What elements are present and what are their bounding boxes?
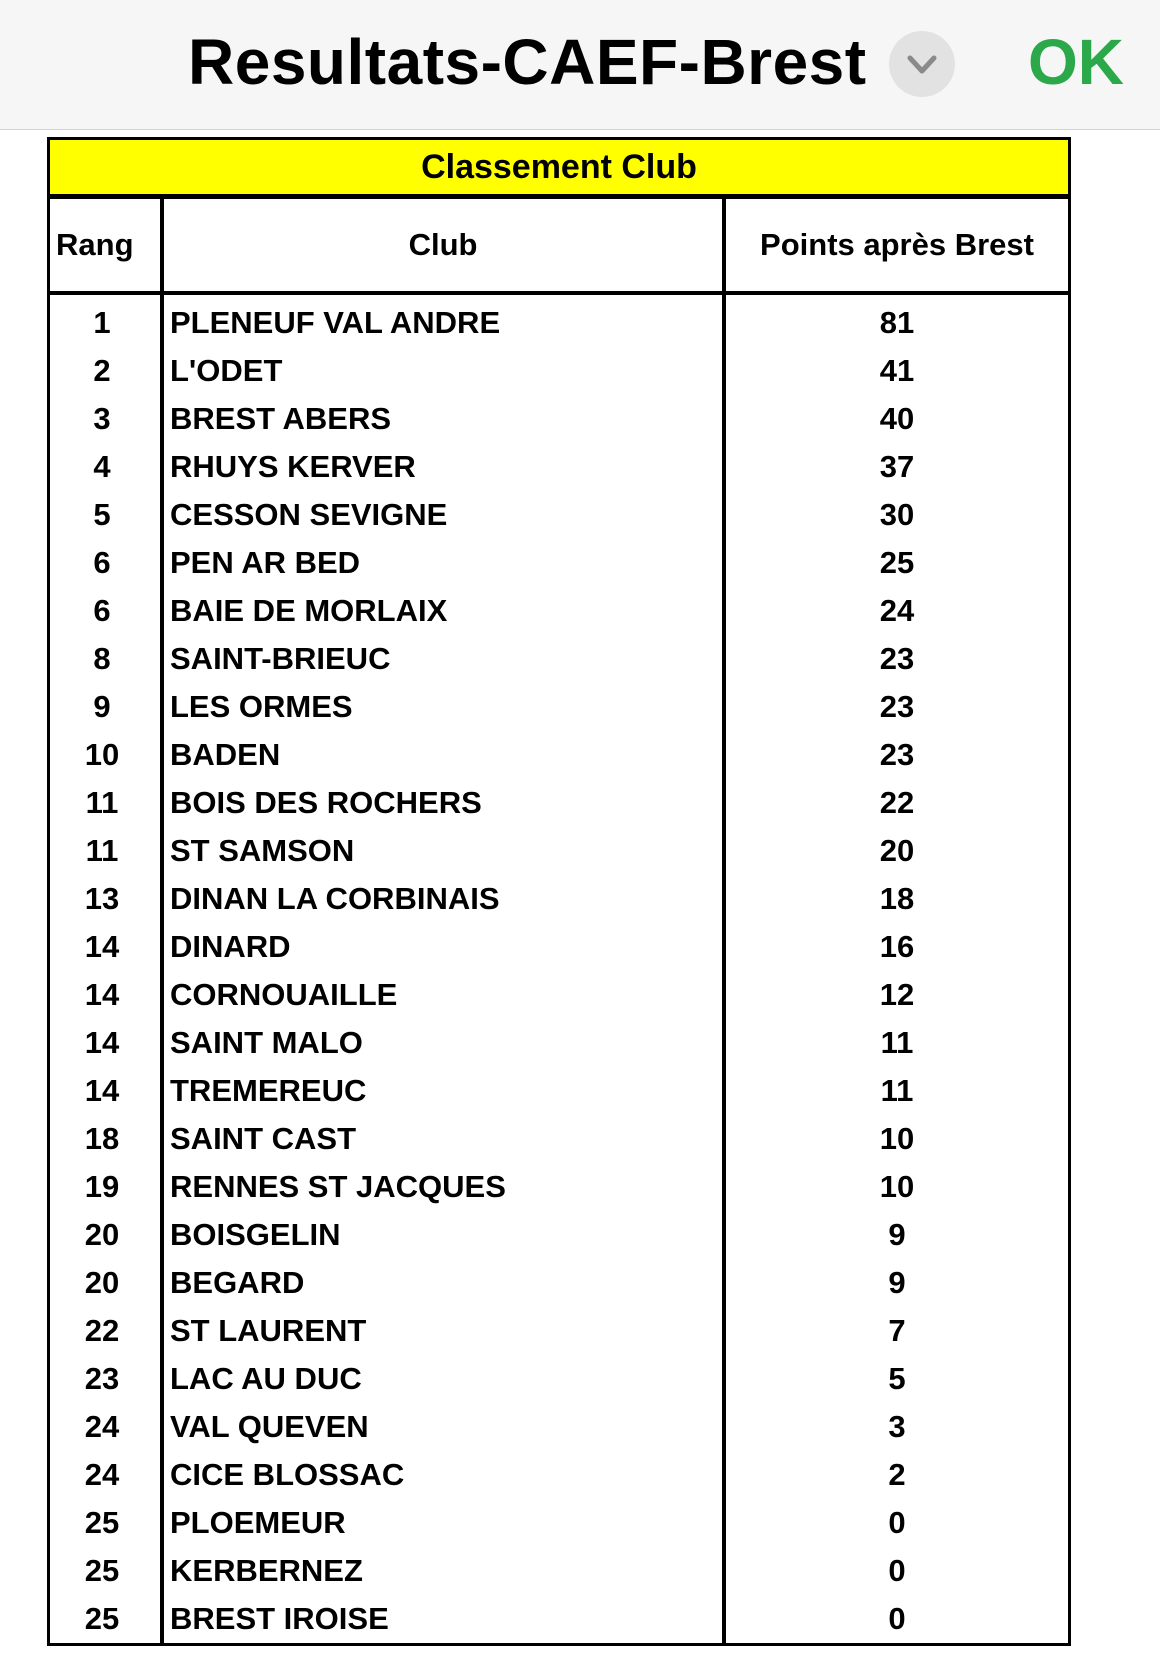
points-cell: 10 — [879, 1169, 915, 1204]
table-row — [50, 539, 1068, 587]
points-cell: 40 — [879, 401, 915, 436]
rank-cell: 20 — [50, 1259, 162, 1307]
rank-cell: 8 — [50, 635, 162, 683]
rank-cell: 25 — [50, 1547, 162, 1595]
table-row — [50, 779, 1068, 827]
points-cell: 23 — [879, 689, 915, 724]
club-cell: RENNES ST JACQUES — [162, 1163, 724, 1211]
rank-cell: 14 — [50, 1067, 162, 1115]
table-row — [50, 1115, 1068, 1163]
chevron-down-icon[interactable] — [889, 31, 955, 97]
club-cell: SAINT CAST — [162, 1115, 724, 1163]
club-cell: ST SAMSON — [162, 827, 724, 875]
table-row — [50, 1259, 1068, 1307]
points-cell: 10 — [879, 1121, 915, 1156]
rank-cell: 3 — [50, 395, 162, 443]
points-cell: 23 — [879, 641, 915, 676]
club-cell: BREST ABERS — [162, 395, 724, 443]
rank-cell: 24 — [50, 1403, 162, 1451]
column-header-club: Club — [162, 199, 724, 293]
table-row — [50, 1451, 1068, 1499]
points-cell: 11 — [880, 1025, 914, 1060]
club-cell: CORNOUAILLE — [162, 971, 724, 1019]
club-cell: SAINT MALO — [162, 1019, 724, 1067]
table-header-row — [50, 199, 1068, 293]
club-cell: PLOEMEUR — [162, 1499, 724, 1547]
points-cell: 2 — [888, 1457, 906, 1492]
rank-cell: 25 — [50, 1595, 162, 1643]
club-cell: DINARD — [162, 923, 724, 971]
table-row — [50, 683, 1068, 731]
points-cell: 25 — [879, 545, 915, 580]
club-cell: BAIE DE MORLAIX — [162, 587, 724, 635]
club-cell: KERBERNEZ — [162, 1547, 724, 1595]
rank-cell: 4 — [50, 443, 162, 491]
table-row — [50, 443, 1068, 491]
club-cell: BOIS DES ROCHERS — [162, 779, 724, 827]
rank-cell: 18 — [50, 1115, 162, 1163]
club-cell: LAC AU DUC — [162, 1355, 724, 1403]
points-cell: 9 — [888, 1265, 906, 1300]
points-cell: 81 — [879, 305, 915, 340]
rank-cell: 13 — [50, 875, 162, 923]
table-row — [50, 1595, 1068, 1643]
club-cell: CICE BLOSSAC — [162, 1451, 724, 1499]
rank-cell: 1 — [50, 293, 162, 347]
table-row — [50, 875, 1068, 923]
table-row — [50, 1067, 1068, 1115]
points-cell: 12 — [879, 977, 915, 1012]
rank-cell: 10 — [50, 731, 162, 779]
rank-cell: 14 — [50, 1019, 162, 1067]
points-cell: 11 — [880, 1073, 914, 1108]
rank-cell: 11 — [50, 779, 162, 827]
points-cell: 5 — [888, 1361, 906, 1396]
points-cell: 22 — [879, 785, 915, 820]
table-row — [50, 1019, 1068, 1067]
table-row — [50, 1355, 1068, 1403]
rank-cell: 6 — [50, 539, 162, 587]
table-row — [50, 1307, 1068, 1355]
table-row — [50, 923, 1068, 971]
table-row — [50, 635, 1068, 683]
rank-cell: 19 — [50, 1163, 162, 1211]
rank-cell: 2 — [50, 347, 162, 395]
table-row — [50, 1499, 1068, 1547]
rank-cell: 14 — [50, 971, 162, 1019]
points-cell: 20 — [879, 833, 915, 868]
club-cell: BADEN — [162, 731, 724, 779]
club-cell: BEGARD — [162, 1259, 724, 1307]
points-cell: 3 — [888, 1409, 906, 1444]
table-row — [50, 1211, 1068, 1259]
ranking-body — [50, 293, 1068, 1643]
points-cell: 16 — [879, 929, 915, 964]
club-cell: TREMEREUC — [162, 1067, 724, 1115]
points-cell: 0 — [888, 1601, 906, 1636]
table-row — [50, 1547, 1068, 1595]
rank-cell: 24 — [50, 1451, 162, 1499]
rank-cell: 6 — [50, 587, 162, 635]
points-cell: 7 — [888, 1313, 906, 1348]
rank-cell: 25 — [50, 1499, 162, 1547]
club-cell: DINAN LA CORBINAIS — [162, 875, 724, 923]
top-toolbar — [0, 0, 1160, 130]
points-cell: 23 — [879, 737, 915, 772]
club-cell: ST LAURENT — [162, 1307, 724, 1355]
rank-cell: 5 — [50, 491, 162, 539]
club-cell: VAL QUEVEN — [162, 1403, 724, 1451]
table-row — [50, 1163, 1068, 1211]
rank-cell: 9 — [50, 683, 162, 731]
points-cell: 9 — [888, 1217, 906, 1252]
club-cell: CESSON SEVIGNE — [162, 491, 724, 539]
points-cell: 41 — [879, 353, 915, 388]
points-cell: 18 — [879, 881, 915, 916]
table-row — [50, 827, 1068, 875]
points-cell: 24 — [879, 593, 915, 628]
rank-cell: 14 — [50, 923, 162, 971]
table-row — [50, 293, 1068, 347]
column-header-points: Points après Brest — [724, 199, 1068, 293]
rank-cell: 22 — [50, 1307, 162, 1355]
club-cell: RHUYS KERVER — [162, 443, 724, 491]
table-row — [50, 1403, 1068, 1451]
table-row — [50, 347, 1068, 395]
ranking-sheet — [47, 137, 1071, 1646]
rank-cell: 11 — [50, 827, 162, 875]
table-row — [50, 491, 1068, 539]
ok-button[interactable]: OK — [1028, 26, 1124, 98]
rank-cell: 20 — [50, 1211, 162, 1259]
club-cell: L'ODET — [162, 347, 724, 395]
table-row — [50, 731, 1068, 779]
club-cell: BOISGELIN — [162, 1211, 724, 1259]
table-row — [50, 395, 1068, 443]
sheet-title: Classement Club — [50, 140, 1068, 199]
club-cell: LES ORMES — [162, 683, 724, 731]
ranking-table — [50, 199, 1068, 1643]
club-cell: SAINT-BRIEUC — [162, 635, 724, 683]
points-cell: 30 — [879, 497, 915, 532]
points-cell: 0 — [888, 1505, 906, 1540]
points-cell: 0 — [888, 1553, 906, 1588]
club-cell: PEN AR BED — [162, 539, 724, 587]
table-row — [50, 971, 1068, 1019]
points-cell: 37 — [879, 449, 915, 484]
column-header-rank: Rang — [50, 199, 162, 293]
club-cell: BREST IROISE — [162, 1595, 724, 1643]
table-row — [50, 587, 1068, 635]
rank-cell: 23 — [50, 1355, 162, 1403]
club-cell: PLENEUF VAL ANDRE — [162, 293, 724, 347]
document-title[interactable]: Resultats-CAEF-Brest — [188, 26, 867, 98]
